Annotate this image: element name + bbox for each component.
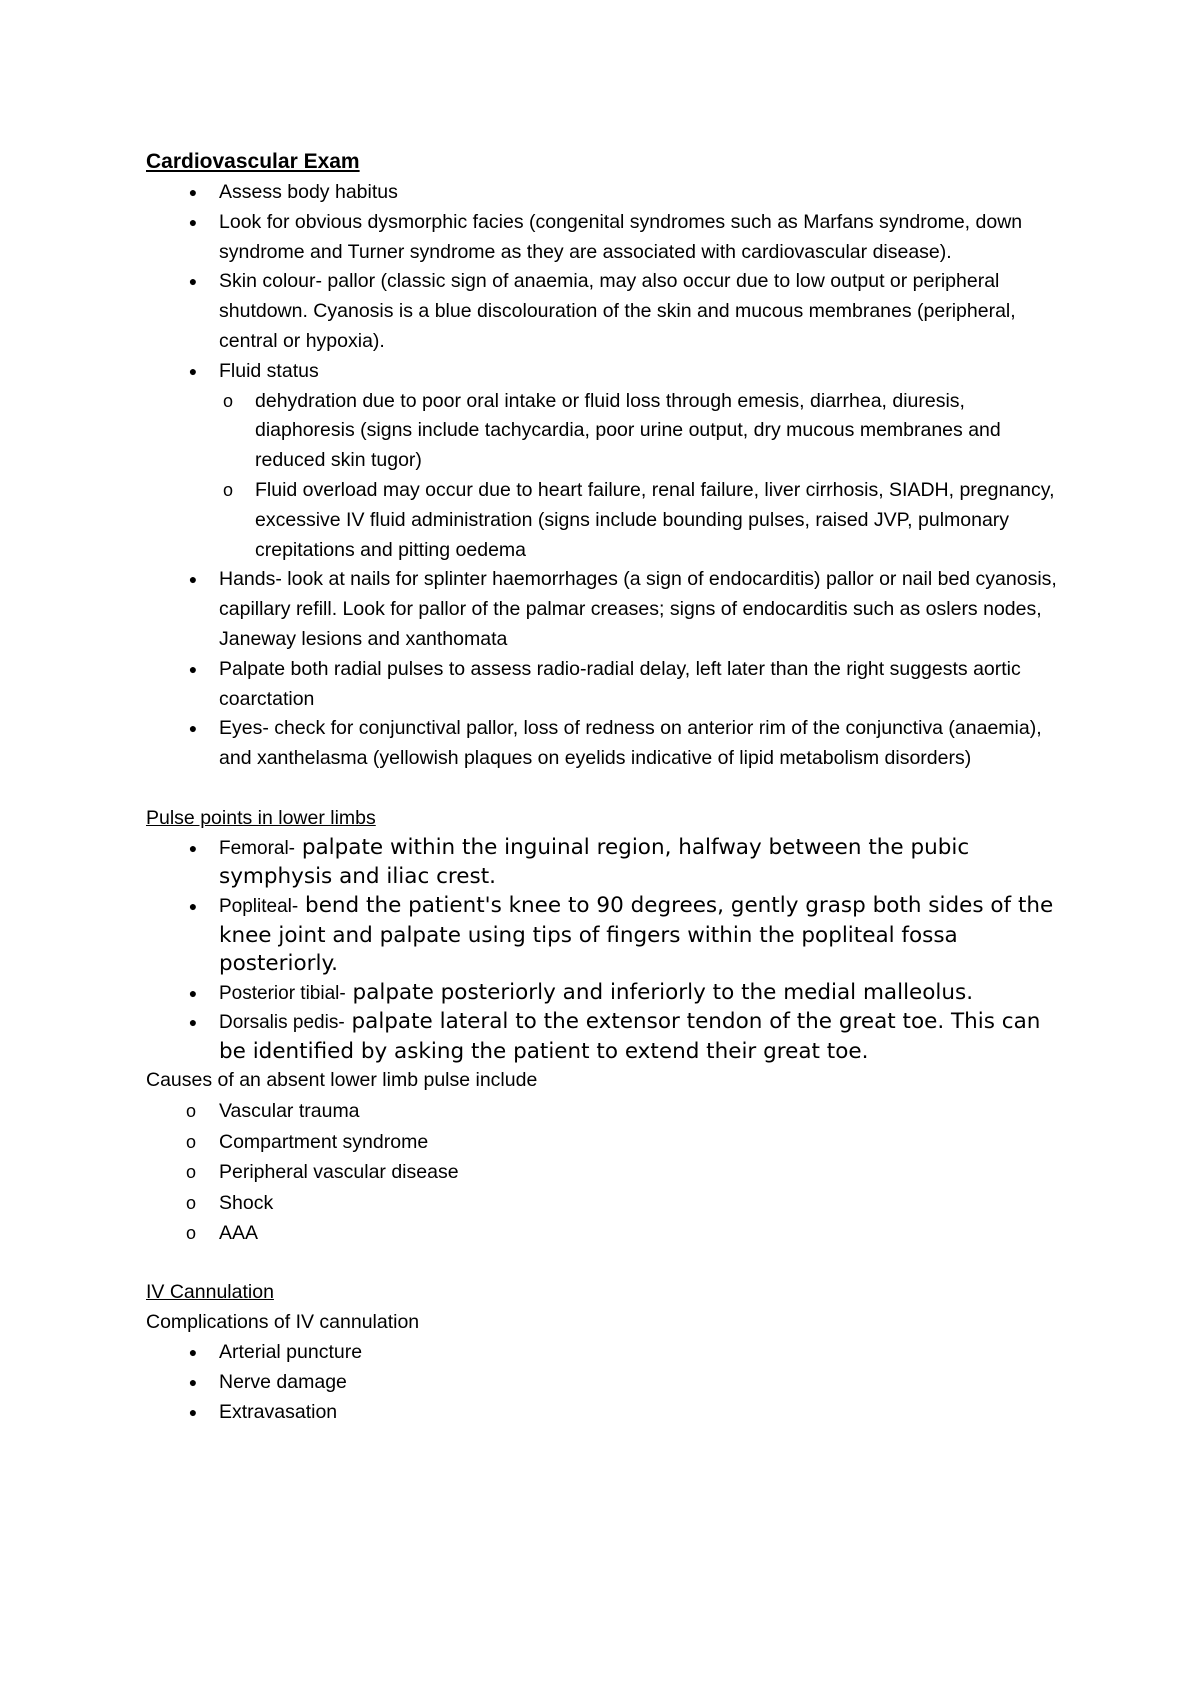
circle-bullet-icon: o	[185, 1162, 196, 1183]
sub-list-item-text: Fluid overload may occur due to heart failure, renal failure, liver cirrhosis, SIADH, pregnancy, excessive IV fluid administration (signs include bounding pulses, raised JVP, pulmonary crepitations and pitting oedema	[255, 478, 1055, 561]
pulse-description: palpate posteriorly and inferiorly to the medial malleolus.	[345, 979, 974, 1005]
iv-heading: IV Cannulation	[146, 1281, 274, 1304]
pulse-heading: Pulse points in lower limbs	[146, 806, 376, 829]
circle-bullet-icon: o	[185, 1131, 196, 1152]
pulse-list	[146, 834, 1066, 1067]
list-item-text: Nerve damage	[219, 1370, 347, 1393]
cardio-heading: Cardiovascular Exam	[146, 150, 360, 173]
list-item	[146, 565, 1066, 654]
bullet-icon: ●	[188, 1403, 198, 1420]
section-spacer	[146, 774, 1066, 804]
bullet-icon: ●	[188, 839, 198, 856]
bullet-icon: ●	[188, 213, 198, 230]
iv-list	[146, 1338, 1066, 1427]
iv-section	[146, 1278, 1066, 1427]
list-item	[146, 1096, 1066, 1126]
list-item	[146, 357, 1066, 566]
iv-intro: Complications of IV cannulation	[146, 1311, 420, 1334]
sub-list-item-text: dehydration due to poor oral intake or fluid loss through emesis, diarrhea, diuresis, diaphoresis (signs include tachycardia, poor urine output, dry mucous membranes and reduced skin tugor)	[255, 389, 1001, 472]
list-item	[146, 834, 1066, 892]
list-item	[146, 714, 1066, 774]
cardio-section	[146, 146, 1066, 774]
list-item-text: Compartment syndrome	[219, 1130, 429, 1153]
bullet-icon: ●	[188, 1373, 198, 1390]
section-spacer	[146, 1248, 1066, 1278]
bullet-icon: ●	[188, 1343, 198, 1360]
list-item-text: Palpate both radial pulses to assess radio-radial delay, left later than the right suggests aortic coarctation	[219, 657, 1021, 710]
pulse-label: Dorsalis pedis-	[219, 1012, 345, 1034]
cardio-list	[146, 178, 1066, 774]
pulse-label: Popliteal-	[219, 895, 299, 917]
list-item-text: Vascular trauma	[219, 1100, 360, 1123]
pulse-label: Femoral-	[219, 837, 296, 859]
list-item-text: Eyes- check for conjunctival pallor, loss of redness on anterior rim of the conjunctiva (anaemia), and xanthelasma (yellowish plaques on eyelids indicative of lipid metabolism disorders)	[219, 717, 1042, 770]
list-item	[146, 1398, 1066, 1428]
list-item	[146, 178, 1066, 208]
bullet-icon: ●	[188, 660, 198, 677]
bullet-icon: ●	[188, 273, 198, 290]
list-item	[146, 1218, 1066, 1248]
pulse-description: palpate within the inguinal region, halfway between the pubic symphysis and iliac crest.	[219, 834, 970, 890]
bullet-icon: ●	[188, 571, 198, 588]
bullet-icon: ●	[188, 184, 198, 200]
list-item	[146, 892, 1066, 979]
list-item	[146, 655, 1066, 715]
sub-list-item	[219, 387, 1066, 476]
list-item	[146, 267, 1066, 356]
list-item-text: Look for obvious dysmorphic facies (congenital syndromes such as Marfans syndrome, down syndrome and Turner syndrome as they are associated with cardiovascular disease).	[219, 210, 1023, 263]
list-item-text: Extravasation	[219, 1400, 338, 1423]
causes-list	[146, 1096, 1066, 1248]
document-page	[146, 146, 1066, 1427]
list-item	[146, 1157, 1066, 1187]
sub-list-item	[219, 476, 1066, 565]
bullet-icon: ●	[188, 897, 198, 914]
circle-bullet-icon: o	[222, 479, 233, 500]
list-item	[146, 1188, 1066, 1218]
bullet-icon: ●	[188, 1014, 198, 1031]
list-item-text: Skin colour- pallor (classic sign of anaemia, may also occur due to low output or peripheral shutdown. Cyanosis is a blue discolouration of the skin and mucous membranes (peripheral, central or hypoxia).	[219, 270, 1016, 352]
bullet-icon: ●	[188, 984, 198, 1001]
circle-bullet-icon: o	[185, 1222, 196, 1243]
list-item	[146, 208, 1066, 268]
pulse-description: palpate lateral to the extensor tendon of the great toe. This can be identified by asking the patient to extend their great toe.	[219, 1009, 1041, 1064]
list-item	[146, 1008, 1066, 1066]
pulse-description: bend the patient's knee to 90 degrees, gently grasp both sides of the knee joint and palpate using tips of fingers within the popliteal fossa posteriorly.	[219, 892, 1054, 977]
pulse-label: Posterior tibial-	[219, 982, 346, 1004]
list-item	[146, 979, 1066, 1009]
list-item	[146, 1338, 1066, 1368]
list-item-text: Arterial puncture	[219, 1340, 363, 1363]
pulse-section	[146, 804, 1066, 1248]
circle-bullet-icon: o	[222, 390, 233, 411]
list-item-text: Peripheral vascular disease	[219, 1161, 459, 1184]
circle-bullet-icon: o	[185, 1192, 196, 1213]
fluid-sublist	[219, 387, 1066, 566]
list-item	[146, 1368, 1066, 1398]
bullet-icon: ●	[188, 362, 198, 379]
bullet-icon: ●	[188, 720, 198, 737]
list-item-text: Assess body habitus	[219, 181, 398, 203]
list-item-text: Shock	[219, 1191, 274, 1214]
list-item-text: AAA	[219, 1221, 259, 1244]
causes-intro: Causes of an absent lower limb pulse include	[146, 1069, 538, 1092]
list-item	[146, 1127, 1066, 1157]
circle-bullet-icon: o	[185, 1101, 196, 1122]
list-item-text: Hands- look at nails for splinter haemorrhages (a sign of endocarditis) pallor or nail bed cyanosis, capillary refill. Look for pallor of the palmar creases; signs of endocarditis such as oslers nodes, Janeway lesions and xanthomata	[219, 568, 1057, 650]
list-item-text: Fluid status	[219, 359, 319, 382]
